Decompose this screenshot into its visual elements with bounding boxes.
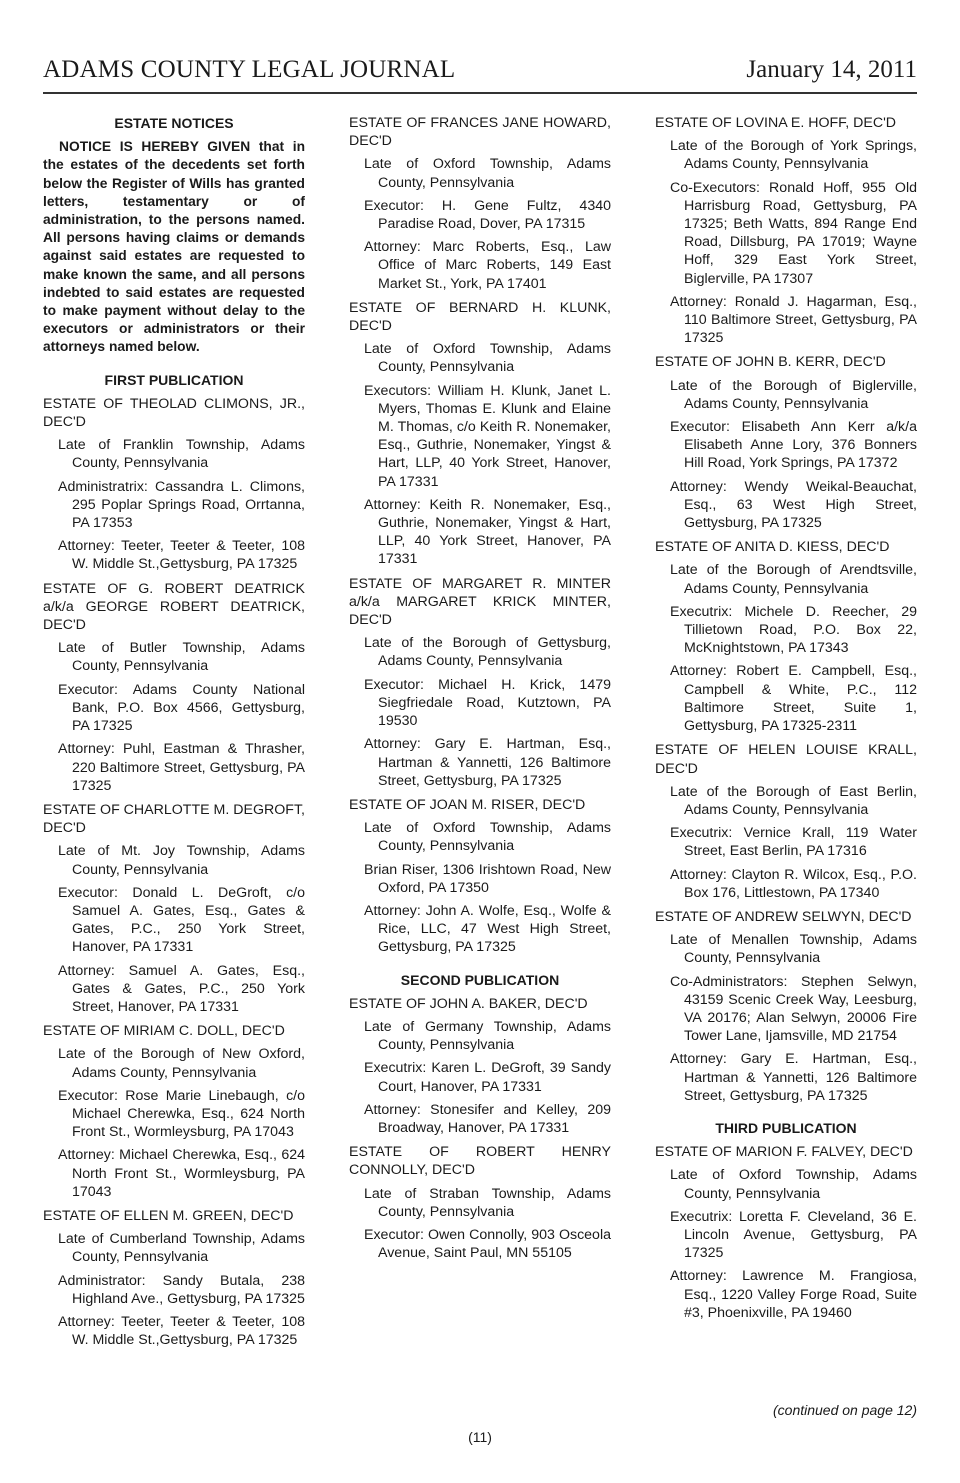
- estate-residence: Late of the Borough of Arendtsville, Adams County, Pennsylvania: [670, 562, 917, 597]
- page-header: [43, 52, 917, 94]
- estate-entry: [43, 1022, 305, 1201]
- estate-attorney: Attorney: Clayton R. Wilcox, Esq., P.O. Box 176, Littlestown, PA 17340: [670, 866, 917, 901]
- estate-residence: Late of the Borough of Gettysburg, Adams County, Pennsylvania: [364, 635, 611, 670]
- estate-residence: Late of Germany Township, Adams County, Pennsylvania: [364, 1018, 611, 1054]
- estate-attorney: Attorney: Samuel A. Gates, Esq., Gates & Gates, P.C., 250 York Street, Hanover, PA 17331: [58, 962, 305, 1015]
- estate-representative: Executor: Rose Marie Linebaugh, c/o Michael Cherewka, Esq., 624 North Front St., Wormleysburg, PA 17043: [58, 1087, 305, 1141]
- estate-attorney: Attorney: Robert E. Campbell, Esq., Campbell & White, P.C., 112 Baltimore Street, Suite 1, Gettysburg, PA 17325-2311: [670, 663, 917, 735]
- estate-entry: [349, 114, 611, 293]
- estate-residence: Late of Oxford Township, Adams County, Pennsylvania: [364, 341, 611, 376]
- estate-residence: Late of Mt. Joy Township, Adams County, Pennsylvania: [58, 843, 305, 878]
- estate-residence: Late of Butler Township, Adams County, Pennsylvania: [58, 640, 305, 675]
- third-publication-heading: THIRD PUBLICATION: [715, 1119, 857, 1136]
- estate-title: ESTATE OF MIRIAM C. DOLL, DEC'D: [43, 1023, 285, 1040]
- estate-representative: Executrix: Loretta F. Cleveland, 36 E. Lincoln Avenue, Gettysburg, PA 17325: [670, 1208, 917, 1262]
- estate-residence: Late of the Borough of York Springs, Adams County, Pennsylvania: [670, 138, 917, 173]
- estate-representative: Executor: Elisabeth Ann Kerr a/k/a Elisabeth Anne Lory, 376 Bonners Hill Road, York Springs, PA 17372: [670, 419, 917, 472]
- estate-residence: Late of Menallen Township, Adams County, Pennsylvania: [670, 932, 917, 967]
- estate-residence: Late of Franklin Township, Adams County, Pennsylvania: [58, 437, 305, 472]
- estate-attorney: Attorney: Wendy Weikal-Beauchat, Esq., 63 West High Street, Gettysburg, PA 17325: [670, 478, 917, 532]
- estate-representative: Executor: H. Gene Fultz, 4340 Paradise Road, Dover, PA 17315: [364, 197, 611, 233]
- estate-attorney: Attorney: Teeter, Teeter & Teeter, 108 W. Middle St.,Gettysburg, PA 17325: [58, 538, 305, 573]
- estate-title: ESTATE OF FRANCES JANE HOWARD, DEC'D: [349, 115, 611, 150]
- estate-representative: Executrix: Karen L. DeGroft, 39 Sandy Court, Hanover, PA 17331: [364, 1060, 611, 1095]
- estate-title: ESTATE OF ELLEN M. GREEN, DEC'D: [43, 1207, 294, 1224]
- estate-attorney: Attorney: John A. Wolfe, Esq., Wolfe & Rice, LLC, 47 West High Street, Gettysburg, PA 17325: [364, 902, 611, 956]
- estate-representative: Co-Executors: Ronald Hoff, 955 Old Harrisburg Road, Gettysburg, PA 17325; Beth Watts, 894 Range End Road, Dillsburg, PA 17019; Wayne Hoff, 329 East York Street, Biglerville, PA 17307: [670, 179, 917, 287]
- column-1: [43, 114, 305, 1355]
- estate-entry: [43, 801, 305, 1016]
- estate-entry: [655, 353, 917, 532]
- estate-entry: [43, 1207, 305, 1349]
- estate-residence: Late of Oxford Township, Adams County, Pennsylvania: [670, 1167, 917, 1202]
- estate-entry: [655, 114, 917, 347]
- estate-entry: [43, 395, 305, 574]
- estate-residence: Late of Oxford Township, Adams County, Pennsylvania: [364, 820, 611, 855]
- second-publication-heading: SECOND PUBLICATION: [400, 971, 560, 988]
- estate-representative: Executor: Adams County National Bank, P.O. Box 4566, Gettysburg, PA 17325: [58, 681, 305, 735]
- estate-attorney: Attorney: Gary E. Hartman, Esq., Hartman & Yannetti, 126 Baltimore Street, Gettysburg, PA 17325: [670, 1051, 917, 1104]
- estate-attorney: Attorney: Teeter, Teeter & Teeter, 108 W. Middle St.,Gettysburg, PA 17325: [58, 1313, 305, 1349]
- estate-representative: Co-Administrators: Stephen Selwyn, 43159 Scenic Creek Way, Leesburg, VA 20176; Alan Selwyn, 20006 Fire Tower Lane, Ijamsville, MD 21754: [670, 973, 917, 1045]
- estate-entry: [349, 299, 611, 569]
- estate-representative: Executor: Michael H. Krick, 1479 Siegfriedale Road, Kutztown, PA 19530: [364, 676, 611, 730]
- estate-attorney: Attorney: Marc Roberts, Esq., Law Office of Marc Roberts, 149 East Market St., York, PA 17401: [364, 239, 611, 292]
- estate-title: ESTATE OF JOHN A. BAKER, DEC'D: [349, 995, 588, 1012]
- estate-title: ESTATE OF JOAN M. RISER, DEC'D: [349, 796, 586, 813]
- estate-title: ESTATE OF BERNARD H. KLUNK, DEC'D: [349, 299, 611, 335]
- estate-attorney: Attorney: Lawrence M. Frangiosa, Esq., 1220 Valley Forge Road, Suite #3, Phoenixville, PA 19460: [670, 1268, 917, 1321]
- estate-attorney: Attorney: Keith R. Nonemaker, Esq., Guthrie, Nonemaker, Yingst & Hart, LLP, 40 York Street, Hanover, PA 17331: [364, 496, 611, 568]
- estate-representative: Administratrix: Cassandra L. Climons, 295 Poplar Springs Road, Orrtanna, PA 17353: [58, 478, 305, 532]
- estate-title: ESTATE OF ANDREW SELWYN, DEC'D: [655, 908, 912, 925]
- page-number: (11): [468, 1429, 492, 1445]
- estate-entry: [43, 580, 305, 795]
- estate-title: ESTATE OF JOHN B. KERR, DEC'D: [655, 354, 886, 371]
- estate-attorney: Attorney: Gary E. Hartman, Esq., Hartman & Yannetti, 126 Baltimore Street, Gettysburg, PA 17325: [364, 736, 611, 789]
- estate-residence: Late of Cumberland Township, Adams County, Pennsylvania: [58, 1231, 305, 1266]
- estate-entry: [655, 908, 917, 1105]
- estate-title: ESTATE OF ANITA D. KIESS, DEC'D: [655, 539, 890, 556]
- estate-entry: [349, 796, 611, 957]
- estate-entry: [349, 1143, 611, 1262]
- estate-notices-heading: ESTATE NOTICES: [114, 115, 234, 131]
- estate-attorney: Attorney: Stonesifer and Kelley, 209 Broadway, Hanover, PA 17331: [364, 1101, 611, 1136]
- estate-residence: Late of the Borough of Biglerville, Adams County, Pennsylvania: [670, 377, 917, 412]
- estate-title: ESTATE OF THEOLAD CLIMONS, JR., DEC'D: [43, 395, 305, 431]
- notice-intro: NOTICE IS HEREBY GIVEN that in the estates of the decedents set forth below the Register of Wills has granted letters, testamentary or of administration, to the persons named. All persons having claims or demands against said estates are requested to make known the same, and all persons indebted to said estates are requested to make payment without delay to the executors or administrators or their attorneys named below.: [43, 139, 305, 355]
- issue-date: January 14, 2011: [746, 56, 917, 83]
- estate-title: ESTATE OF LOVINA E. HOFF, DEC'D: [655, 115, 897, 131]
- estate-representative: Executor: Owen Connolly, 903 Osceola Avenue, Saint Paul, MN 55105: [364, 1226, 611, 1262]
- estate-attorney: Attorney: Michael Cherewka, Esq., 624 North Front St., Wormleysburg, PA 17043: [58, 1147, 305, 1200]
- estate-title: ESTATE OF CHARLOTTE M. DEGROFT, DEC'D: [43, 801, 305, 837]
- estate-title: ESTATE OF MARION F. FALVEY, DEC'D: [655, 1144, 913, 1161]
- estate-entry: [655, 1143, 917, 1322]
- estate-residence: Late of the Borough of East Berlin, Adams County, Pennsylvania: [670, 783, 917, 818]
- estate-title: ESTATE OF HELEN LOUISE KRALL, DEC'D: [655, 742, 917, 777]
- estate-representative: Brian Riser, 1306 Irishtown Road, New Oxford, PA 17350: [364, 861, 611, 896]
- estate-representative: Executrix: Michele D. Reecher, 29 Tillietown Road, P.O. Box 22, McKnightstown, PA 17343: [670, 603, 917, 657]
- continued-note: (continued on page 12): [773, 1402, 917, 1418]
- first-publication-heading: FIRST PUBLICATION: [104, 371, 244, 388]
- estate-residence: Late of Straban Township, Adams County, Pennsylvania: [364, 1185, 611, 1220]
- estate-attorney: Attorney: Ronald J. Hagarman, Esq., 110 Baltimore Street, Gettysburg, PA 17325: [670, 293, 917, 347]
- estate-title: ESTATE OF ROBERT HENRY CONNOLLY, DEC'D: [349, 1144, 611, 1179]
- estate-entry: [349, 575, 611, 790]
- estate-residence: Late of Oxford Township, Adams County, Pennsylvania: [364, 156, 611, 191]
- estate-residence: Late of the Borough of New Oxford, Adams County, Pennsylvania: [58, 1046, 305, 1081]
- estate-representative: Executrix: Vernice Krall, 119 Water Street, East Berlin, PA 17316: [670, 825, 917, 860]
- estate-entry: [655, 538, 917, 735]
- estate-representative: Administrator: Sandy Butala, 238 Highland Ave., Gettysburg, PA 17325: [58, 1272, 305, 1307]
- estate-entry: [349, 995, 611, 1137]
- journal-title: ADAMS COUNTY LEGAL JOURNAL: [43, 56, 456, 83]
- estate-representative: Executors: William H. Klunk, Janet L. Myers, Thomas E. Klunk and Elaine M. Thomas, c/o Keith R. Nonemaker, Esq., Guthrie, Nonemaker, Yingst & Hart, LLP, 40 York Street, Hanover, PA 17331: [364, 382, 611, 490]
- column-2: [349, 114, 611, 1268]
- estate-title: ESTATE OF G. ROBERT DEATRICK a/k/a GEORGE ROBERT DEATRICK, DEC'D: [43, 580, 305, 634]
- estate-representative: Executor: Donald L. DeGroft, c/o Samuel A. Gates, Esq., Gates & Gates, P.C., 250 York Street, Hanover, PA 17331: [58, 884, 305, 956]
- estate-entry: [655, 741, 917, 902]
- estate-title: ESTATE OF MARGARET R. MINTER a/k/a MARGARET KRICK MINTER, DEC'D: [349, 575, 611, 629]
- column-3: [655, 114, 917, 1328]
- estate-attorney: Attorney: Puhl, Eastman & Thrasher, 220 Baltimore Street, Gettysburg, PA 17325: [58, 741, 305, 794]
